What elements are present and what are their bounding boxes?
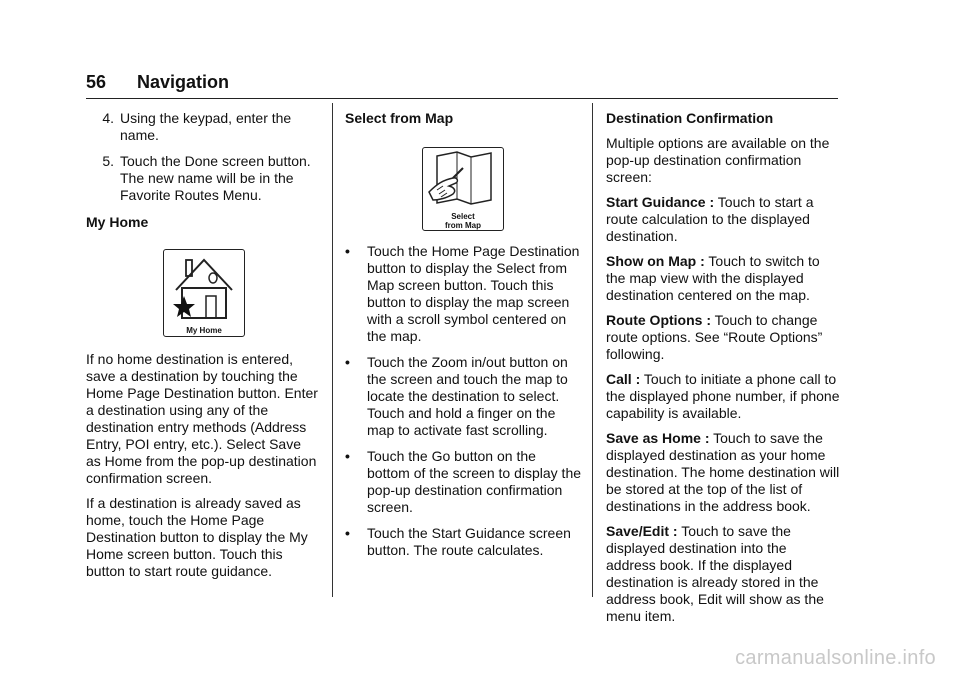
bullet-symbol: •	[345, 354, 350, 370]
option-desc: Touch to save the displayed destination as your home destination. The home destination will be stored at the top of the list of destinations in the address book.	[606, 430, 840, 514]
option-term: Save as Home :	[606, 430, 710, 446]
select-from-map-caption-line-1: Select	[451, 212, 475, 221]
my-home-icon-caption: My Home	[186, 326, 222, 335]
step-item	[86, 153, 318, 204]
option-show-on-map	[606, 253, 840, 304]
option-desc: Touch to change route options. See “Route Options” following.	[606, 312, 823, 362]
map-hand-icon	[423, 148, 503, 208]
destination-confirmation-heading: Destination Confirmation	[606, 110, 774, 126]
bullet-item	[345, 243, 581, 345]
option-desc: Touch to switch to the map view with the displayed destination centered on the map.	[606, 253, 820, 303]
option-desc: Touch to initiate a phone call to the displayed phone number, if phone capability is available.	[606, 371, 840, 421]
my-home-heading: My Home	[86, 214, 149, 230]
option-call	[606, 371, 840, 422]
bullet-text: Touch the Home Page Destination button to display the Select from Map screen button. Touch this button to display the map screen with a scroll symbol centered on the map.	[367, 243, 580, 344]
house-icon	[164, 250, 244, 322]
watermark: carmanualsonline.info	[735, 647, 936, 669]
step-number: 5.	[102, 153, 114, 169]
option-term: Start Guidance :	[606, 194, 715, 210]
option-desc: Touch to start a route calculation to the displayed destination.	[606, 194, 814, 244]
my-home-button-icon	[163, 249, 245, 337]
column-divider-1	[332, 103, 333, 597]
column-2	[345, 110, 581, 568]
select-from-map-heading: Select from Map	[345, 110, 454, 126]
paragraph: If a destination is already saved as home, touch the Home Page Destination button to display the My Home screen button. Touch this button to start route guidance.	[86, 495, 308, 579]
option-save-as-home	[606, 430, 840, 515]
bullet-text: Touch the Go button on the bottom of the screen to display the pop-up destination confirmation screen.	[367, 448, 582, 515]
bullet-text: Touch the Start Guidance screen button. The route calculates.	[367, 525, 571, 558]
option-start-guidance	[606, 194, 840, 245]
select-from-map-button-icon	[422, 147, 504, 231]
option-desc: Touch to save the displayed destination into the address book. If the displayed destination is already stored in the address book, Edit will show as the menu item.	[606, 523, 824, 624]
bullet-text: Touch the Zoom in/out button on the screen and touch the map to locate the destination to select. Touch and hold a finger on the map to activate fast scrolling.	[367, 354, 568, 438]
step-number: 4.	[102, 110, 114, 126]
option-route-options	[606, 312, 840, 363]
page-number: 56	[86, 72, 107, 92]
option-save-edit	[606, 523, 840, 625]
option-term: Show on Map :	[606, 253, 705, 269]
bullet-item	[345, 448, 581, 516]
column-3	[606, 110, 840, 633]
bullet-symbol: •	[345, 525, 350, 541]
select-from-map-caption-line-2: from Map	[445, 221, 481, 230]
step-text: Using the keypad, enter the name.	[120, 110, 292, 143]
header-rule	[86, 98, 838, 99]
option-term: Call :	[606, 371, 641, 387]
page-title: Navigation	[137, 72, 230, 92]
column-divider-2	[592, 103, 593, 597]
bullet-item	[345, 525, 581, 559]
bullet-symbol: •	[345, 243, 350, 259]
step-item	[86, 110, 318, 144]
column-1	[86, 110, 318, 588]
paragraph: If no home destination is entered, save a destination by touching the Home Page Destination button. Enter a destination using any of the destination entry methods (Address Entry, POI entry, etc.). Select Save as Home from the pop-up destination confirmation screen.	[86, 351, 318, 486]
bullet-item	[345, 354, 581, 439]
option-term: Route Options :	[606, 312, 711, 328]
bullet-symbol: •	[345, 448, 350, 464]
option-term: Save/Edit :	[606, 523, 678, 539]
intro-paragraph: Multiple options are available on the pop-up destination confirmation screen:	[606, 135, 830, 185]
step-text: Touch the Done screen button. The new name will be in the Favorite Routes Menu.	[120, 153, 311, 203]
